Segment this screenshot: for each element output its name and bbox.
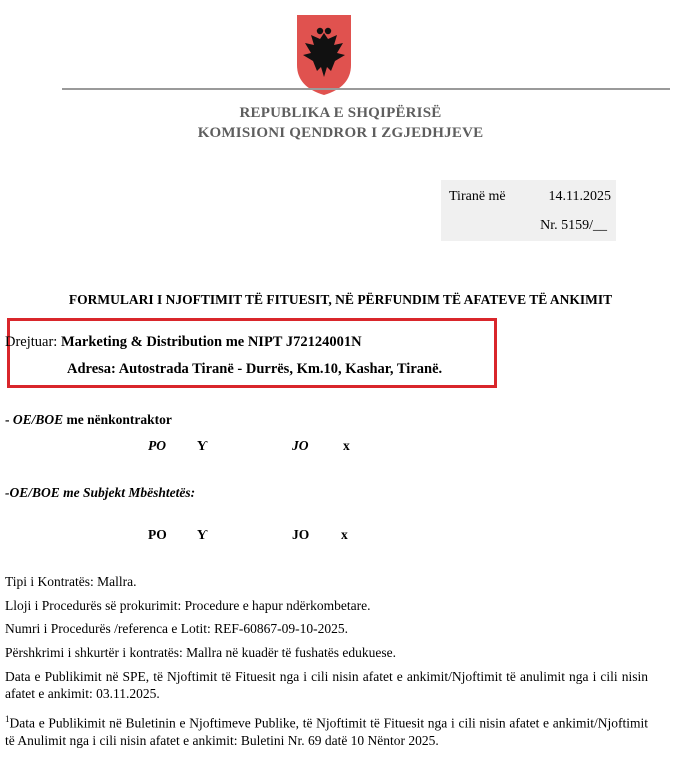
procedure-number: Numri i Procedurës /referenca e Lotit: REF-60867-09-10-2025.: [5, 621, 349, 636]
addressee-name: Marketing & Distribution me NIPT J72124001N: [60, 334, 362, 350]
support-no-mark: x: [341, 527, 348, 542]
subcontractor-label: [5, 412, 172, 428]
subcontractor-yes: PO: [148, 438, 166, 453]
procedure-type: Lloji i Procedurës së prokurimit: Procedure e hapur ndërkombetare.: [5, 598, 371, 613]
subcontractor-yes-mark: Ƴ: [197, 438, 208, 453]
contract-description: Përshkrimi i shkurtër i kontratës: Mallra në kuadër të fushatës edukuese.: [5, 645, 397, 660]
bulletin-publication-text: Data e Publikimit në Buletinin e Njoftimeve Publike, të Njoftimit të Fituesit nga i cili nisin afatet e ankimit/Njoftimit të Anulimit nga i cili nisin afatet e ankimit: Buletini Nr. 69 datë 10 Nëntor 2025.: [5, 715, 648, 748]
contract-type: Tipi i Kontratës: Mallra.: [5, 574, 137, 589]
form-title: FORMULARI I NJOFTIMIT TË FITUESIT, NË PËRFUNDIM TË AFATEVE TË ANKIMIT: [68, 292, 613, 307]
support-entity-label: -OE/BOE me Subjekt Mbështetës:: [5, 485, 196, 500]
coat-of-arms-emblem: [297, 15, 351, 95]
document-date: 14.11.2025: [548, 189, 611, 204]
bulletin-publication-date: [5, 711, 648, 749]
header-divider: [62, 88, 670, 90]
footnote-marker: 1: [5, 714, 10, 724]
subcontractor-no-mark: x: [343, 438, 350, 453]
document-number: Nr. 5159/__: [540, 218, 607, 233]
addressee-address: Adresa: Autostrada Tiranë - Durrës, Km.10, Kashar, Tiranë.: [67, 361, 443, 377]
support-no: JO: [292, 527, 310, 542]
subcontractor-no: JO: [292, 438, 309, 453]
date-number-box: [441, 180, 616, 241]
subcontractor-prefix: -: [5, 412, 13, 427]
subcontractor-label-rest: me nënkontraktor: [63, 412, 172, 427]
spe-publication-date: Data e Publikimit në SPE, të Njoftimit të Fituesit nga i cili nisin afatet e ankimit/Njoftimit të anulimit nga i cili nisin afatet e ankimit: 03.11.2025.: [5, 669, 648, 701]
addressee-label: Drejtuar:: [5, 334, 61, 350]
place-label: Tiranë më: [449, 189, 506, 204]
support-yes-mark: Ƴ: [197, 527, 208, 542]
subcontractor-label-italic: OE/BOE: [12, 412, 64, 427]
support-yes: PO: [148, 527, 167, 542]
country-name: REPUBLIKA E SHQIPËRISË: [239, 105, 442, 121]
addressee-line: [5, 334, 362, 351]
institution-name: KOMISIONI QENDROR I ZGJEDHJEVE: [197, 125, 484, 141]
